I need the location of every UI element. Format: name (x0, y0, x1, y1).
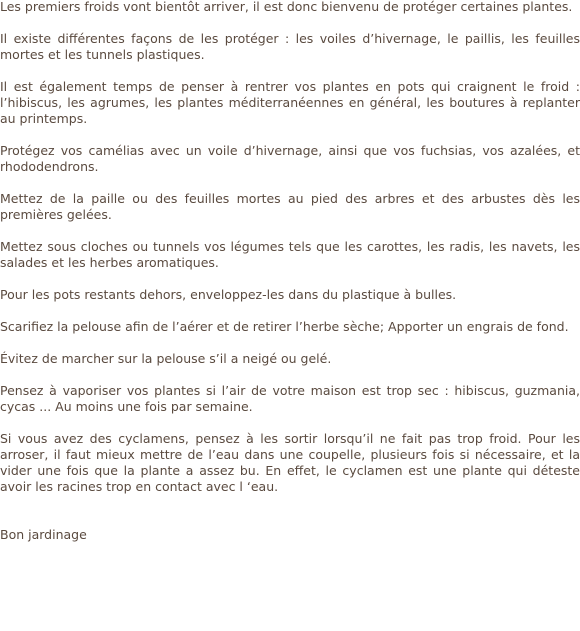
paragraph-protection-methods: Il existe différentes façons de les protéger : les voiles d’hivernage, le paillis, les feuilles mortes et les tunnels plastiques. (0, 31, 580, 62)
paragraph-intro: Les premiers froids vont bientôt arriver, il est donc bienvenu de protéger certaines plantes. (0, 0, 573, 14)
paragraph-mulch: Mettez de la paille ou des feuilles mortes au pied des arbres et des arbustes dès les premières gelées. (0, 191, 580, 222)
paragraph-cyclamens: Si vous avez des cyclamens, pensez à les sortir lorsqu’il ne fait pas trop froid. Pour les arroser, il faut mieux mettre de l’eau dans une coupelle, plusieurs fois si nécessaire, et la vider une fois que la plante a assez bu. En effet, le cyclamen est une plante qui déteste avoir les racines trop en contact avec l ‘eau. (0, 431, 580, 494)
paragraph-vegetables: Mettez sous cloches ou tunnels vos légumes tels que les carottes, les radis, les navets, les salades et les herbes aromatiques. (0, 239, 580, 270)
paragraph-bubble-wrap: Pour les pots restants dehors, enveloppez-les dans du plastique à bulles. (0, 287, 457, 302)
paragraph-potted-plants: Il est également temps de penser à rentrer vos plantes en pots qui craignent le froid : l’hibiscus, les agrumes, les plantes méditerranéennes en général, les boutures à replanter au printemps. (0, 79, 580, 126)
closing-line: Bon jardinage (0, 527, 87, 542)
paragraph-lawn-scarify: Scarifiez la pelouse afin de l’aérer et de retirer l’herbe sèche; Apporter un engrais de fond. (0, 319, 569, 334)
paragraph-camellias: Protégez vos camélias avec un voile d’hivernage, ainsi que vos fuchsias, vos azalées, et rhododendrons. (0, 143, 580, 174)
paragraph-lawn-frost: Évitez de marcher sur la pelouse s’il a neigé ou gelé. (0, 351, 332, 366)
paragraph-misting: Pensez à vaporiser vos plantes si l’air de votre maison est trop sec : hibiscus, guzmania, cycas ... Au moins une fois par semaine. (0, 383, 580, 414)
